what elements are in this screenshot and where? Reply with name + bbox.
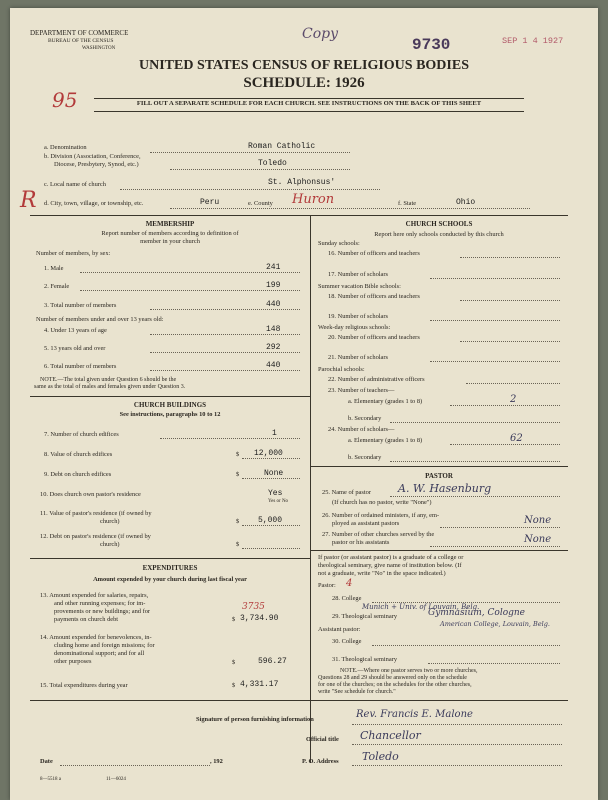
q26-value: None bbox=[524, 515, 552, 526]
q19-label: 19. Number of scholars bbox=[328, 313, 388, 320]
schools-intro: Report here only schools conducted by this church bbox=[374, 231, 504, 238]
census-form bbox=[10, 8, 598, 800]
q4-value: 148 bbox=[266, 325, 281, 334]
q3-label: 3. Total number of members bbox=[44, 302, 117, 309]
q30-label: 30. College bbox=[332, 638, 362, 645]
q14-label-2: cluding home and foreign missions; for bbox=[54, 642, 155, 649]
q13-label-2: and other running expenses; for im- bbox=[54, 600, 146, 607]
pastor-note-4: write "See schedule for church." bbox=[318, 689, 396, 695]
expenditures-sub: Amount expended by your church during last fiscal year bbox=[93, 576, 247, 583]
q13-label: 13. Amount expended for salaries, repairs, bbox=[40, 592, 149, 599]
state-label: f. State bbox=[398, 200, 417, 207]
buildings-sub: See instructions, paragraphs 10 to 12 bbox=[119, 411, 221, 418]
grad-note-3: not a graduate, write "No" in the space indicated.) bbox=[318, 570, 446, 577]
q13-label-3: provements or new buildings; and for bbox=[54, 608, 151, 615]
q13-label-4: payments on church debt bbox=[54, 616, 119, 623]
dollar-sign: $ bbox=[232, 616, 236, 623]
q1-value: 241 bbox=[266, 263, 281, 272]
state-value: Ohio bbox=[456, 198, 476, 207]
division-value: Toledo bbox=[258, 159, 287, 168]
red-r-mark: R bbox=[20, 188, 37, 213]
q20-label: 20. Number of officers and teachers bbox=[328, 334, 420, 341]
q14-value: 596.27 bbox=[258, 657, 287, 666]
q15-value: 4,331.17 bbox=[240, 680, 279, 689]
q28-value: Munich + Univ. of Louvain, Belg. bbox=[362, 603, 480, 611]
q9-value: None bbox=[264, 469, 284, 478]
pastor-mark: 4 bbox=[346, 578, 353, 589]
official-title-label: Official title bbox=[306, 736, 339, 743]
q11-label-2: church) bbox=[100, 518, 120, 525]
grad-note-2: theological seminary, give name of institution below. (If bbox=[318, 562, 462, 569]
weekday-label: Week-day religious schools: bbox=[318, 324, 391, 331]
membership-intro: Report number of members according to definition of bbox=[101, 230, 239, 237]
q25-label: 25. Name of pastor bbox=[322, 489, 371, 496]
q23b-label: b. Secondary bbox=[348, 415, 382, 422]
membership-note: NOTE.—The total given under Question 6 should be the bbox=[40, 377, 177, 383]
q5-label: 5. 13 years old and over bbox=[44, 345, 106, 352]
q2-label: 2. Female bbox=[44, 283, 70, 290]
q5-value: 292 bbox=[266, 343, 281, 352]
q18-label: 18. Number of officers and teachers bbox=[328, 293, 420, 300]
q23a-value: 2 bbox=[510, 394, 517, 405]
q11-value: 5,000 bbox=[258, 516, 283, 525]
q31-label: 31. Theological seminary bbox=[332, 656, 398, 663]
age-label: Number of members under and over 13 years old: bbox=[36, 316, 164, 323]
q11-label: 11. Value of pastor's residence (if owned by bbox=[40, 510, 152, 517]
q24-label: 24. Number of scholars— bbox=[328, 426, 395, 433]
q27-value: None bbox=[524, 534, 552, 545]
q28-label: 28. College bbox=[332, 595, 362, 602]
city-field-value: Peru bbox=[200, 198, 220, 207]
q6-label: 6. Total number of members bbox=[44, 363, 117, 370]
q2-value: 199 bbox=[266, 281, 281, 290]
q3-value: 440 bbox=[266, 300, 281, 309]
year-label: , 192 bbox=[210, 758, 223, 765]
q24a-value: 62 bbox=[510, 433, 523, 444]
q29-label: 29. Theological seminary bbox=[332, 613, 398, 620]
schools-heading: CHURCH SCHOOLS bbox=[405, 220, 473, 228]
q25-value: A. W. Hasenburg bbox=[398, 482, 492, 495]
q13-value: 3,734.90 bbox=[240, 614, 279, 623]
city-label: WASHINGTON bbox=[82, 46, 116, 51]
dollar-sign: $ bbox=[236, 541, 240, 548]
pastor-note-3: for one of the churches; on the schedules for the other churches, bbox=[318, 682, 472, 688]
copy-stamp: Copy bbox=[302, 26, 339, 42]
q10-value: Yes bbox=[268, 489, 283, 498]
division-label-2: Diocese, Presbytery, Synod, etc.) bbox=[54, 161, 139, 168]
po-address-value: Toledo bbox=[362, 750, 399, 763]
q23-label: 23. Number of teachers— bbox=[328, 387, 395, 394]
q4-label: 4. Under 13 years of age bbox=[44, 327, 107, 334]
pastor-note: NOTE.—Where one pastor serves two or more churches, bbox=[340, 668, 478, 674]
dollar-sign: $ bbox=[232, 682, 236, 689]
schedule-title: SCHEDULE: 1926 bbox=[243, 75, 365, 91]
q9-label: 9. Debt on church edifices bbox=[44, 471, 112, 478]
dept-label: DEPARTMENT OF COMMERCE bbox=[30, 29, 129, 37]
q8-label: 8. Value of church edifices bbox=[44, 451, 113, 458]
dollar-sign: $ bbox=[236, 518, 240, 525]
by-sex-label: Number of members, by sex: bbox=[36, 250, 111, 257]
print-number: 11—6024 bbox=[106, 777, 126, 782]
denomination-value: Roman Catholic bbox=[248, 142, 316, 151]
membership-intro-2: member in your church bbox=[140, 238, 200, 245]
q10-hint: Yes or No bbox=[268, 499, 289, 504]
q7-value: 1 bbox=[272, 429, 277, 438]
q29-value-2: American College, Louvain, Belg. bbox=[440, 620, 550, 628]
church-name-value: St. Alphonsus' bbox=[268, 178, 336, 187]
pastor-note-2: Questions 28 and 29 should be answered only on the schedule bbox=[318, 675, 467, 681]
summer-label: Summer vacation Bible schools: bbox=[318, 283, 401, 290]
expenditures-heading: EXPENDITURES bbox=[142, 564, 198, 572]
pastor-label: Pastor: bbox=[318, 582, 336, 589]
q29-value: Gymnasium, Cologne bbox=[428, 608, 526, 618]
form-number: 8—5518 a bbox=[40, 777, 61, 782]
bureau-label: BUREAU OF THE CENSUS bbox=[48, 38, 114, 44]
dollar-sign: $ bbox=[232, 659, 236, 666]
q8-value: 12,000 bbox=[254, 449, 283, 458]
form-title: UNITED STATES CENSUS OF RELIGIOUS BODIES bbox=[138, 58, 469, 73]
county-value: Huron bbox=[292, 192, 335, 207]
city-field-label: d. City, town, village, or township, etc. bbox=[44, 200, 144, 207]
q12-label: 12. Debt on pastor's residence (if owned by bbox=[40, 533, 151, 540]
q22-label: 22. Number of administrative officers bbox=[328, 376, 425, 383]
q10-label: 10. Does church own pastor's residence bbox=[40, 491, 141, 498]
assistant-label: Assistant pastor: bbox=[318, 626, 361, 633]
dollar-sign: $ bbox=[236, 451, 240, 458]
grad-note: If pastor (or assistant pastor) is a graduate of a college or bbox=[318, 554, 464, 561]
q27-label-2: pastor or his assistants bbox=[332, 539, 390, 546]
q23a-label: a. Elementary (grades 1 to 8) bbox=[348, 398, 423, 405]
q14-label-4: other purposes bbox=[54, 658, 92, 665]
q27-label: 27. Number of other churches served by the bbox=[322, 531, 435, 538]
instruction-line: FILL OUT A SEPARATE SCHEDULE FOR EACH CHURCH. SEE INSTRUCTIONS ON THE BACK OF THIS SHEET bbox=[136, 100, 482, 107]
church-name-label: c. Local name of church bbox=[44, 181, 106, 188]
q21-label: 21. Number of scholars bbox=[328, 354, 388, 361]
date-label: Date bbox=[40, 758, 53, 765]
q12-label-2: church) bbox=[100, 541, 120, 548]
pastor-heading: PASTOR bbox=[425, 472, 453, 480]
q14-label-3: denominational support; and for all bbox=[54, 650, 145, 657]
q13-hand-note: 3735 bbox=[242, 602, 265, 612]
signature-value: Rev. Francis E. Malone bbox=[356, 709, 473, 720]
q6-value: 440 bbox=[266, 361, 281, 370]
q15-label: 15. Total expenditures during year bbox=[40, 682, 128, 689]
membership-heading: MEMBERSHIP bbox=[145, 220, 195, 228]
schedule-number: 9730 bbox=[412, 36, 451, 54]
q26-label-2: ployed as assistant pastors bbox=[332, 520, 400, 527]
q16-label: 16. Number of officers and teachers bbox=[328, 250, 420, 257]
county-label: e. County bbox=[248, 200, 273, 207]
dollar-sign: $ bbox=[236, 471, 240, 478]
red-number: 95 bbox=[52, 88, 78, 112]
po-address-label: P. O. Address bbox=[302, 758, 339, 765]
denomination-label: a. Denomination bbox=[44, 144, 87, 151]
official-title-value: Chancellor bbox=[360, 729, 421, 742]
q26-label: 26. Number of ordained ministers, if any, em- bbox=[322, 512, 440, 519]
q17-label: 17. Number of scholars bbox=[328, 271, 388, 278]
buildings-heading: CHURCH BUILDINGS bbox=[133, 401, 207, 409]
q24a-label: a. Elementary (grades 1 to 8) bbox=[348, 437, 423, 444]
q25-hint: (If church has no pastor, write "None") bbox=[332, 499, 432, 506]
q7-label: 7. Number of church edifices bbox=[44, 431, 119, 438]
date-stamp: SEP 1 4 1927 bbox=[502, 36, 564, 46]
division-label: b. Division (Association, Conference, bbox=[44, 153, 141, 160]
parochial-label: Parochial schools: bbox=[318, 366, 365, 373]
signature-label: Signature of person furnishing information bbox=[196, 716, 314, 723]
q24b-label: b. Secondary bbox=[348, 454, 382, 461]
q1-label: 1. Male bbox=[44, 265, 64, 272]
q14-label: 14. Amount expended for benevolences, in- bbox=[40, 634, 152, 641]
membership-note-2: same as the total of males and females given under Question 3. bbox=[34, 384, 186, 390]
sunday-label: Sunday schools: bbox=[318, 240, 360, 247]
